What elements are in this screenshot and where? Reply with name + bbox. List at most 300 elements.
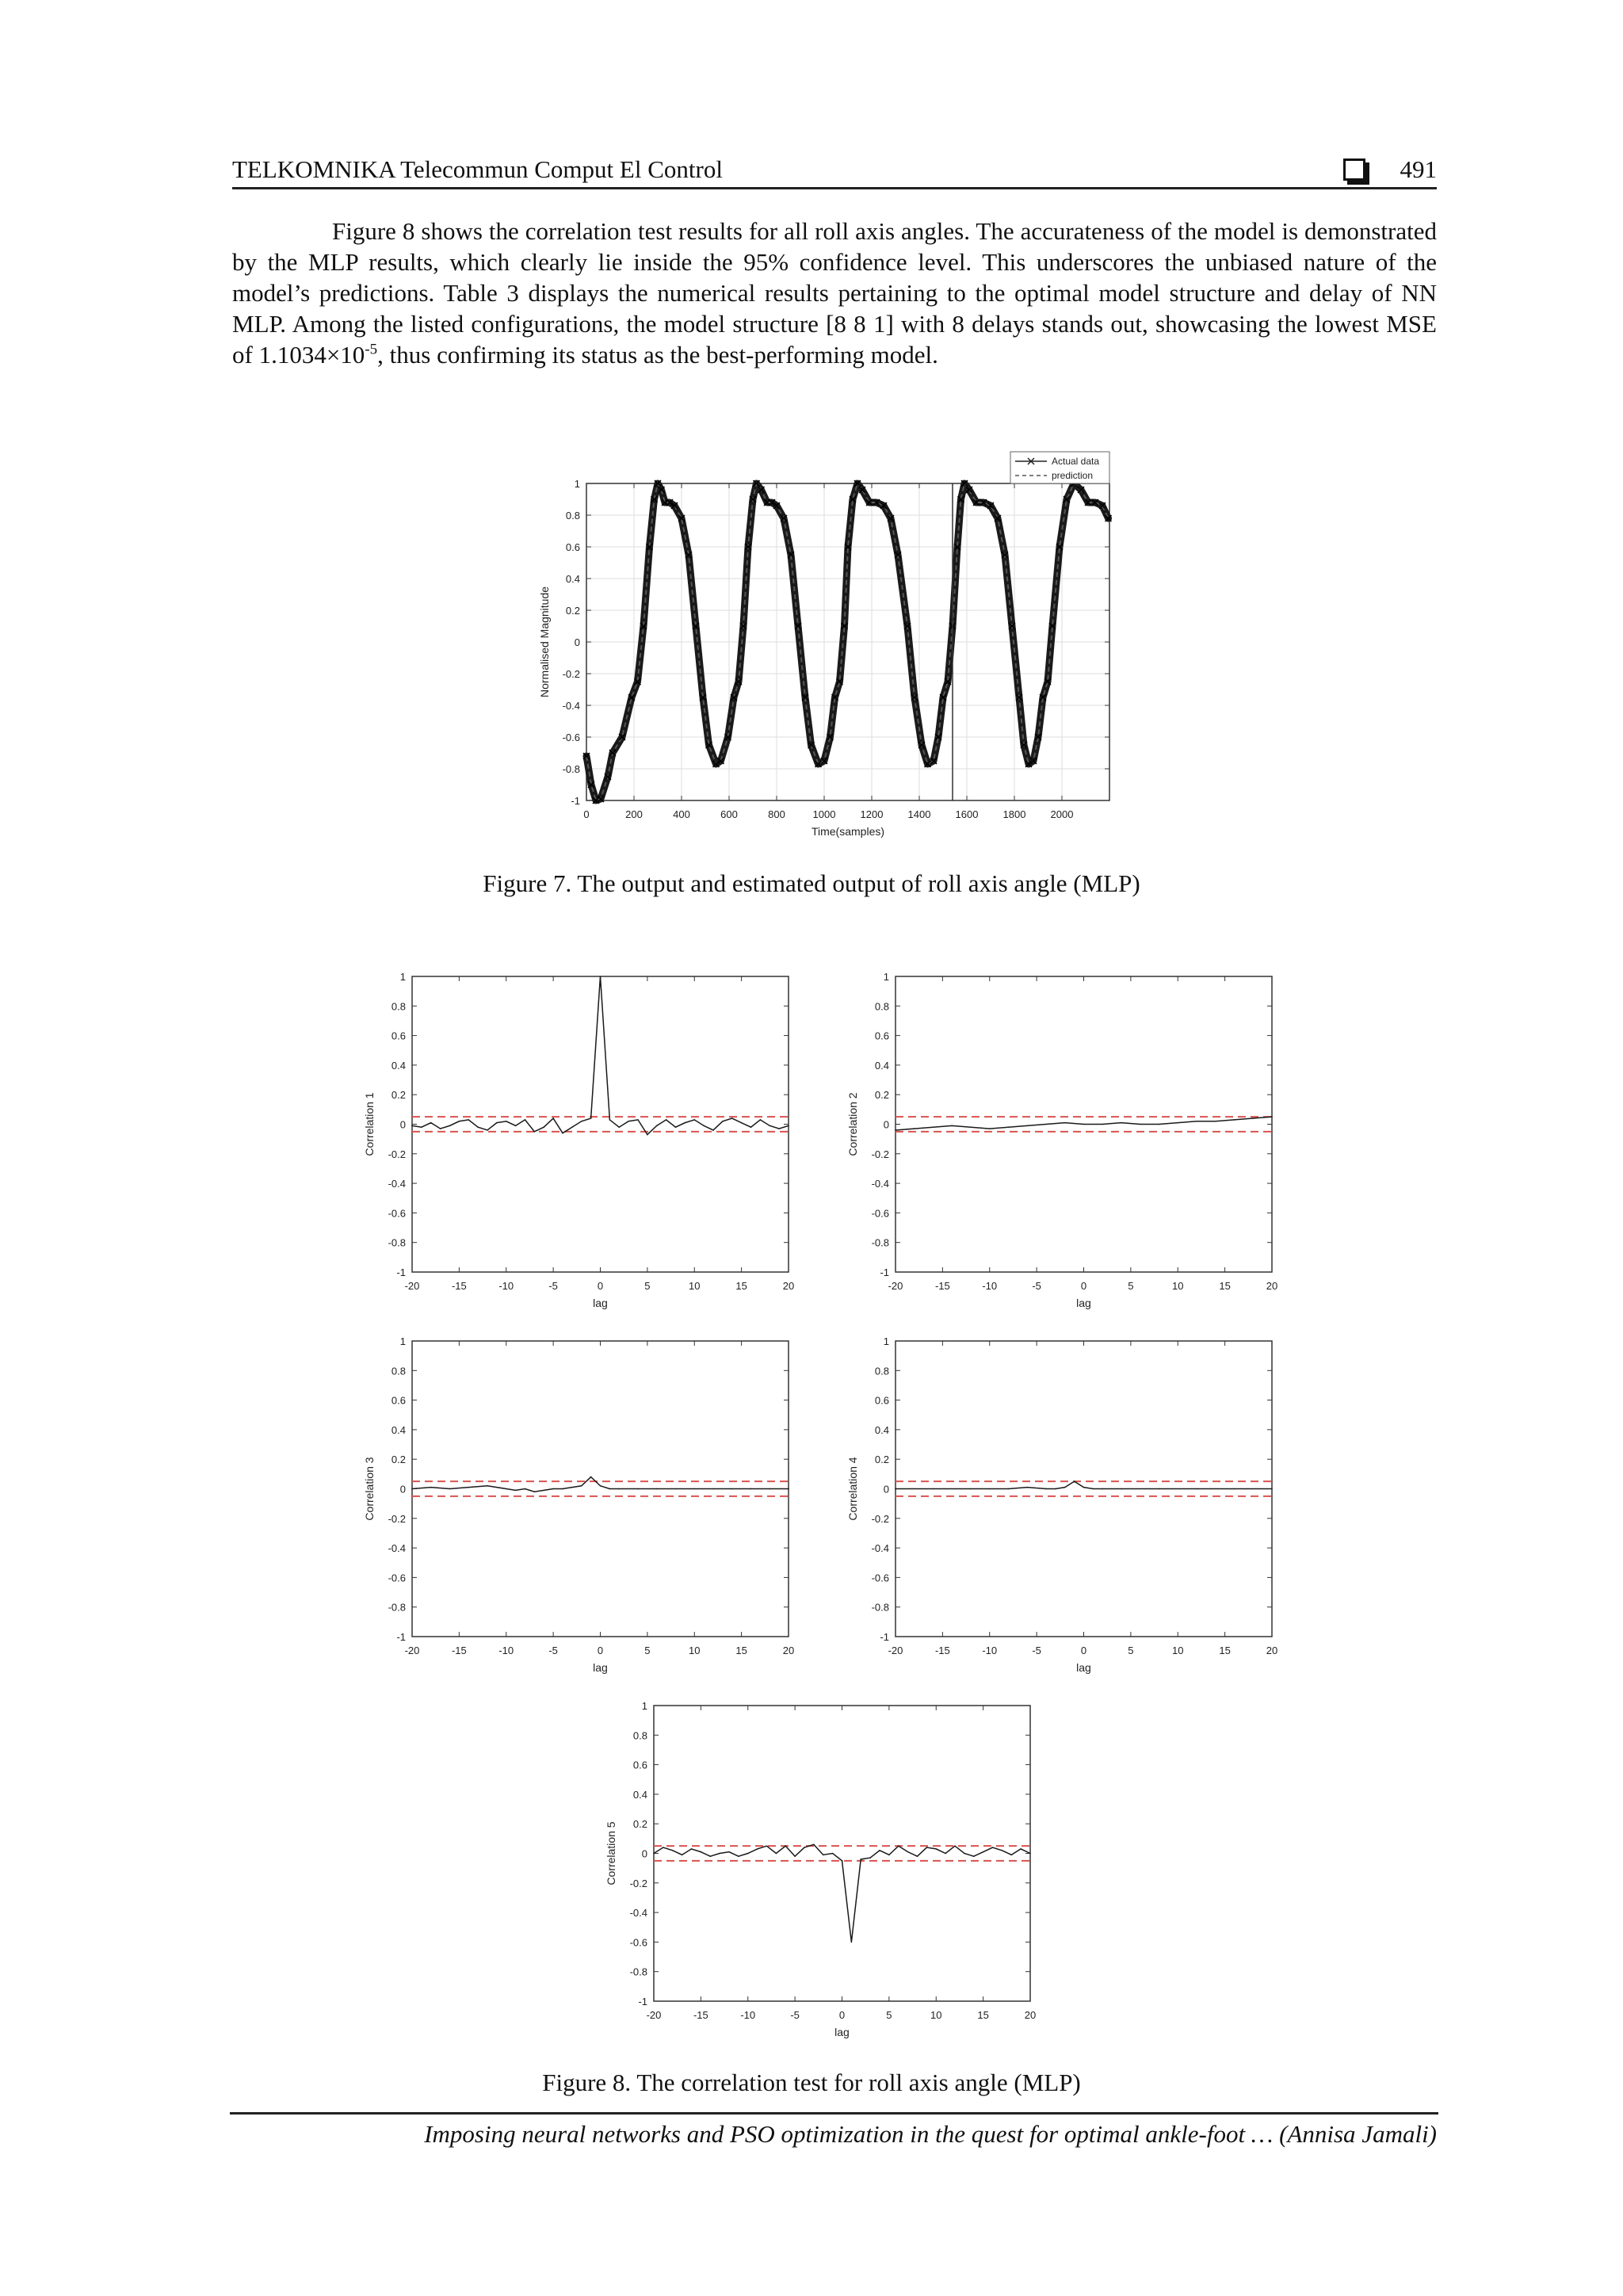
correlation-point (1083, 1124, 1085, 1125)
x-tick-label: 1000 (812, 808, 836, 820)
x-axis-label: lag (1076, 1661, 1091, 1674)
y-tick-label: -0.6 (871, 1572, 889, 1584)
correlation-point (600, 1485, 601, 1487)
correlation-point (954, 1845, 956, 1847)
correlation-point (506, 1488, 507, 1490)
y-tick-label: 0.8 (391, 1365, 406, 1377)
y-tick-label: -0.4 (871, 1542, 889, 1555)
correlation-point (804, 1847, 805, 1848)
x-tick-label: 800 (768, 808, 785, 820)
x-tick-label: -5 (1032, 1280, 1041, 1292)
y-tick-label: 0.4 (391, 1423, 406, 1436)
x-tick-label: -5 (1032, 1645, 1041, 1656)
correlation-point (468, 1487, 469, 1488)
legend-prediction-label: prediction (1052, 470, 1094, 481)
y-axis-label: Normalised Magnitude (538, 586, 551, 698)
x-tick-label: -10 (982, 1280, 998, 1292)
x-tick-label: 200 (625, 808, 643, 820)
correlation-point (653, 1853, 655, 1855)
x-axis-label: lag (834, 2026, 850, 2038)
x-tick-label: 0 (1080, 1645, 1087, 1656)
x-tick-label: 0 (583, 808, 590, 820)
correlation-point (1177, 1122, 1178, 1124)
y-tick-label: 0 (574, 636, 580, 648)
x-tick-label: 10 (1172, 1280, 1184, 1292)
x-tick-label: 20 (1266, 1645, 1278, 1656)
correlation-point (656, 1125, 658, 1127)
y-axis-label: Correlation 5 (605, 1821, 617, 1885)
correlation-point (693, 1119, 695, 1121)
correlation-point (534, 1491, 536, 1492)
y-tick-label: -1 (396, 1266, 406, 1278)
correlation-5-chart (602, 1696, 1046, 2037)
correlation-point (1234, 1488, 1235, 1490)
y-tick-label: 1 (574, 478, 580, 490)
correlation-point (543, 1126, 544, 1128)
correlation-point (1002, 1850, 1003, 1851)
x-axis-label: lag (593, 1297, 608, 1309)
correlation-point (895, 1129, 896, 1131)
correlation-point (750, 1126, 752, 1128)
x-tick-label: 10 (689, 1280, 701, 1292)
correlation-point (989, 1488, 991, 1490)
correlation-point (879, 1850, 880, 1851)
paragraph-text-end: , thus confirming its status as the best-performing model. (377, 341, 938, 369)
correlation-point (525, 1119, 526, 1121)
y-tick-label: -1 (880, 1631, 889, 1643)
y-tick-label: 0 (883, 1483, 889, 1496)
y-tick-label: -0.6 (629, 1936, 647, 1949)
correlation-point (411, 1125, 413, 1127)
x-tick-label: -20 (888, 1645, 903, 1656)
correlation-point (571, 1487, 573, 1488)
x-axis-label: lag (1076, 1297, 1091, 1309)
y-tick-label: -0.2 (871, 1512, 889, 1525)
y-tick-label: -0.2 (629, 1877, 647, 1889)
correlation-point (951, 1125, 953, 1127)
y-tick-label: -0.4 (388, 1542, 406, 1555)
plot-frame (412, 976, 789, 1272)
y-tick-label: 1 (399, 971, 406, 983)
y-tick-label: 0.2 (874, 1454, 889, 1466)
correlation-point (571, 1126, 573, 1128)
y-tick-label: -0.2 (388, 1148, 406, 1160)
correlation-point (1064, 1487, 1066, 1488)
running-footer: Imposing neural networks and PSO optimization in the quest for optimal ankle-foot … (Annisa Jamali) (424, 2120, 1437, 2148)
y-axis-label: Correlation 3 (363, 1457, 376, 1521)
y-tick-label: 0 (641, 1847, 647, 1860)
paragraph-text: Figure 8 shows the correlation test results for all roll axis angles. The accurateness of the model is demonstrated by the MLP results, which clearly lie inside the 95% confidence level. This underscores the unbiased nature of the model’s predictions. Table 3 displays the numerical results pertaining to the optimal model structure and delay of NN MLP. Among the listed configurations, the model structure [8 8 1] with 8 delays stands out, showcasing the lowest MSE of 1.1034×10 (232, 217, 1437, 369)
correlation-point (477, 1126, 479, 1128)
plot-frame (654, 1706, 1030, 2001)
correlation-point (760, 1119, 762, 1121)
square-bullet-icon (1343, 159, 1365, 181)
x-tick-label: 5 (886, 2009, 892, 2021)
correlation-point (663, 1847, 664, 1848)
correlation-point (609, 1488, 611, 1490)
x-tick-label: -10 (982, 1645, 998, 1656)
correlation-point (970, 1488, 972, 1490)
correlation-point (926, 1847, 928, 1848)
correlation-point (525, 1488, 526, 1490)
correlation-point (693, 1488, 695, 1490)
y-tick-label: 0 (399, 1118, 406, 1131)
x-tick-label: 1200 (860, 808, 884, 820)
x-tick-label: 15 (735, 1280, 747, 1292)
correlation-point (785, 1845, 786, 1847)
x-tick-label: 5 (1128, 1280, 1134, 1292)
correlation-point (1102, 1488, 1103, 1490)
y-tick-label: -0.8 (388, 1236, 406, 1249)
y-tick-label: 0.2 (391, 1454, 406, 1466)
y-tick-label: 0.2 (565, 605, 580, 617)
correlation-point (750, 1488, 752, 1490)
correlation-point (459, 1121, 460, 1122)
correlation-point (600, 976, 601, 977)
correlation-point (701, 1851, 702, 1853)
correlation-point (728, 1851, 730, 1853)
correlation-point (914, 1128, 915, 1129)
correlation-point (534, 1131, 536, 1133)
figure-7-chart (531, 452, 1117, 848)
y-tick-label: 0.8 (874, 1000, 889, 1013)
correlation-point (747, 1853, 749, 1855)
y-tick-label: -0.8 (871, 1236, 889, 1249)
correlation-point (907, 1851, 909, 1853)
correlation-point (1074, 1480, 1075, 1482)
x-tick-label: -20 (888, 1280, 903, 1292)
correlation-point (1159, 1124, 1160, 1125)
correlation-point (552, 1117, 554, 1119)
correlation-point (917, 1855, 918, 1857)
x-tick-label: 15 (1219, 1645, 1231, 1656)
x-tick-label: 15 (735, 1645, 747, 1656)
correlation-point (869, 1857, 871, 1859)
y-tick-label: 0.6 (565, 541, 580, 553)
correlation-1-chart (361, 967, 804, 1308)
y-tick-label: -0.8 (562, 763, 580, 775)
correlation-point (1020, 1848, 1022, 1850)
correlation-2-chart (844, 967, 1288, 1308)
y-tick-label: 1 (399, 1335, 406, 1347)
x-tick-label: 20 (1266, 1280, 1278, 1292)
y-tick-label: -0.6 (388, 1572, 406, 1584)
correlation-point (647, 1134, 648, 1136)
correlation-point (449, 1125, 451, 1127)
correlation-point (618, 1488, 620, 1490)
y-tick-label: -0.4 (871, 1178, 889, 1190)
x-tick-label: -10 (498, 1280, 514, 1292)
y-tick-label: -1 (571, 795, 580, 807)
correlation-point (895, 1488, 896, 1490)
correlation-point (543, 1490, 544, 1492)
correlation-point (788, 1488, 789, 1490)
y-tick-label: 0.6 (391, 1030, 406, 1042)
y-axis-label: Correlation 4 (846, 1457, 859, 1521)
x-tick-label: 10 (930, 2009, 942, 2021)
correlation-point (1271, 1116, 1273, 1117)
correlation-point (992, 1847, 994, 1848)
correlation-point (731, 1117, 733, 1119)
x-tick-label: -5 (548, 1280, 558, 1292)
correlation-point (1010, 1855, 1012, 1856)
y-tick-label: 0.2 (632, 1818, 647, 1831)
correlation-point (562, 1133, 563, 1134)
y-tick-label: 0.8 (391, 1000, 406, 1013)
correlation-point (1121, 1488, 1122, 1490)
correlation-point (691, 1848, 693, 1850)
y-tick-label: 0.2 (391, 1089, 406, 1102)
correlation-point (1045, 1124, 1047, 1125)
correlation-point (703, 1125, 705, 1127)
correlation-point (1252, 1117, 1254, 1119)
running-header (232, 155, 1437, 189)
correlation-point (973, 1855, 975, 1857)
x-tick-label: 1800 (1002, 808, 1026, 820)
correlation-point (933, 1126, 934, 1128)
correlation-point (776, 1853, 777, 1855)
y-tick-label: 0.2 (874, 1089, 889, 1102)
correlation-point (411, 1488, 413, 1490)
y-tick-label: 0 (399, 1483, 406, 1496)
correlation-point (675, 1126, 677, 1128)
y-tick-label: -0.4 (629, 1907, 647, 1920)
x-tick-label: -5 (548, 1645, 558, 1656)
y-tick-label: -0.2 (871, 1148, 889, 1160)
x-tick-label: 15 (1219, 1280, 1231, 1292)
x-axis-label: Time(samples) (811, 825, 885, 838)
y-axis-label: Correlation 2 (846, 1092, 859, 1156)
x-tick-label: 2000 (1050, 808, 1074, 820)
correlation-point (832, 1853, 834, 1855)
correlation-point (581, 1485, 582, 1487)
page-number: 491 (1400, 155, 1437, 183)
y-tick-label: 0.6 (632, 1759, 647, 1771)
correlation-point (590, 1477, 592, 1478)
x-tick-label: 5 (644, 1280, 651, 1292)
x-tick-label: 600 (720, 808, 738, 820)
correlation-point (581, 1121, 582, 1122)
correlation-point (712, 1129, 714, 1131)
correlation-point (719, 1853, 720, 1855)
correlation-point (964, 1853, 965, 1855)
y-tick-label: -0.8 (629, 1966, 647, 1978)
correlation-point (685, 1122, 686, 1124)
legend-actual-label: Actual data (1052, 456, 1100, 467)
correlation-point (1093, 1488, 1094, 1490)
correlation-point (1083, 1487, 1085, 1488)
x-axis-label: lag (593, 1661, 608, 1674)
correlation-point (637, 1488, 639, 1490)
y-tick-label: -0.8 (388, 1601, 406, 1614)
x-tick-label: -15 (451, 1645, 467, 1656)
y-tick-label: 1 (883, 971, 889, 983)
correlation-4-chart (844, 1331, 1288, 1672)
y-tick-label: -0.2 (562, 668, 580, 680)
correlation-point (1140, 1124, 1141, 1125)
correlation-line (896, 1117, 1272, 1130)
y-tick-label: 1 (883, 1335, 889, 1347)
y-tick-label: 0.6 (874, 1030, 889, 1042)
correlation-point (666, 1119, 667, 1121)
correlation-point (935, 1848, 937, 1850)
correlation-point (983, 1851, 984, 1853)
correlation-point (888, 1855, 890, 1856)
correlation-point (898, 1845, 899, 1847)
x-tick-label: -15 (451, 1280, 467, 1292)
correlation-point (860, 1859, 861, 1860)
correlation-point (1008, 1126, 1010, 1128)
correlation-point (738, 1855, 739, 1857)
y-tick-label: -0.6 (388, 1207, 406, 1220)
x-tick-label: -10 (740, 2009, 756, 2021)
y-tick-label: 0.8 (632, 1729, 647, 1742)
body-paragraph (232, 216, 1437, 370)
x-tick-label: 20 (782, 1280, 795, 1292)
x-tick-label: 20 (1024, 2009, 1037, 2021)
correlation-line (412, 1477, 789, 1492)
y-tick-label: 0.4 (632, 1788, 647, 1801)
correlation-point (709, 1855, 711, 1857)
correlation-point (618, 1126, 620, 1128)
figure-7-caption: Figure 7. The output and estimated output of roll axis angle (MLP) (483, 869, 1140, 897)
y-tick-label: 0.8 (874, 1365, 889, 1377)
y-tick-label: 0.8 (565, 510, 580, 521)
correlation-point (449, 1488, 451, 1490)
correlation-point (945, 1853, 946, 1855)
correlation-point (1196, 1121, 1197, 1122)
correlation-point (506, 1121, 507, 1122)
correlation-point (778, 1128, 780, 1129)
correlation-point (1008, 1488, 1010, 1490)
correlation-point (1102, 1124, 1103, 1125)
correlation-point (851, 1942, 853, 1943)
correlation-point (933, 1488, 934, 1490)
y-tick-label: 0.4 (565, 573, 580, 585)
correlation-point (515, 1125, 517, 1127)
correlation-point (1026, 1125, 1028, 1127)
correlation-point (1234, 1119, 1235, 1121)
correlation-point (562, 1488, 563, 1490)
y-tick-label: 0 (883, 1118, 889, 1131)
correlation-point (440, 1128, 441, 1129)
x-tick-label: 15 (977, 2009, 989, 2021)
y-tick-label: -0.4 (562, 700, 580, 712)
x-tick-label: 5 (644, 1645, 651, 1656)
x-tick-label: -20 (404, 1645, 420, 1656)
correlation-point (769, 1125, 770, 1127)
correlation-point (788, 1125, 789, 1127)
exponent: -5 (365, 341, 378, 358)
y-tick-label: -1 (396, 1631, 406, 1643)
correlation-point (1159, 1488, 1160, 1490)
x-tick-label: 0 (838, 2009, 846, 2021)
x-tick-label: -15 (934, 1280, 950, 1292)
correlation-point (823, 1855, 824, 1856)
correlation-point (757, 1848, 758, 1850)
x-tick-label: -15 (693, 2009, 708, 2021)
x-tick-label: 0 (597, 1645, 604, 1656)
correlation-point (731, 1488, 733, 1490)
footer-rule (230, 2112, 1438, 2115)
x-tick-label: 0 (597, 1280, 604, 1292)
correlation-point (487, 1129, 488, 1131)
correlation-point (628, 1121, 629, 1122)
x-tick-label: -15 (934, 1645, 950, 1656)
correlation-point (989, 1128, 991, 1129)
correlation-point (515, 1490, 517, 1492)
correlation-point (1029, 1853, 1031, 1855)
y-tick-label: -0.4 (388, 1178, 406, 1190)
correlation-3-chart (361, 1331, 804, 1672)
correlation-point (1064, 1122, 1066, 1124)
correlation-point (552, 1488, 554, 1490)
correlation-point (842, 1860, 843, 1862)
correlation-point (1196, 1488, 1197, 1490)
x-tick-label: 1400 (907, 808, 931, 820)
correlation-point (1121, 1122, 1122, 1124)
y-tick-label: 0.4 (391, 1059, 406, 1072)
y-axis-label: Correlation 1 (363, 1092, 376, 1156)
correlation-point (421, 1126, 422, 1128)
x-tick-label: -20 (646, 2009, 662, 2021)
y-tick-label: -0.6 (871, 1207, 889, 1220)
correlation-point (496, 1122, 498, 1124)
correlation-point (1055, 1488, 1056, 1490)
x-tick-label: -20 (404, 1280, 420, 1292)
correlation-point (430, 1487, 432, 1488)
correlation-line (412, 976, 789, 1135)
correlation-point (712, 1488, 714, 1490)
y-tick-label: 1 (641, 1700, 647, 1712)
y-tick-label: 0.6 (874, 1394, 889, 1407)
correlation-point (813, 1844, 815, 1846)
x-tick-label: -5 (790, 2009, 800, 2021)
figure-8-caption: Figure 8. The correlation test for roll axis angle (MLP) (542, 2069, 1081, 2096)
y-tick-label: -0.8 (871, 1601, 889, 1614)
correlation-point (794, 1855, 796, 1857)
x-tick-label: 10 (1172, 1645, 1184, 1656)
correlation-point (741, 1122, 743, 1124)
correlation-point (609, 1119, 611, 1121)
correlation-point (766, 1845, 768, 1847)
x-tick-label: 20 (782, 1645, 795, 1656)
y-tick-label: 0.6 (391, 1394, 406, 1407)
x-tick-label: -10 (498, 1645, 514, 1656)
y-tick-label: 0.4 (874, 1423, 889, 1436)
journal-title: TELKOMNIKA Telecommun Comput El Control (232, 155, 723, 183)
x-tick-label: 0 (1080, 1280, 1087, 1292)
x-tick-label: 10 (689, 1645, 701, 1656)
x-tick-label: 5 (1128, 1645, 1134, 1656)
y-tick-label: -1 (880, 1266, 889, 1278)
y-tick-label: -1 (638, 1996, 647, 2008)
correlation-line (654, 1844, 1030, 1942)
correlation-point (722, 1121, 724, 1122)
correlation-point (970, 1126, 972, 1128)
correlation-point (1045, 1488, 1047, 1490)
correlation-point (672, 1850, 674, 1851)
correlation-point (590, 1117, 592, 1119)
x-tick-label: 400 (673, 808, 690, 820)
correlation-point (1215, 1121, 1216, 1122)
x-tick-label: 1600 (955, 808, 979, 820)
correlation-point (656, 1488, 658, 1490)
correlation-point (1271, 1488, 1273, 1490)
correlation-point (468, 1119, 469, 1121)
correlation-point (487, 1485, 488, 1487)
correlation-point (1026, 1487, 1028, 1488)
